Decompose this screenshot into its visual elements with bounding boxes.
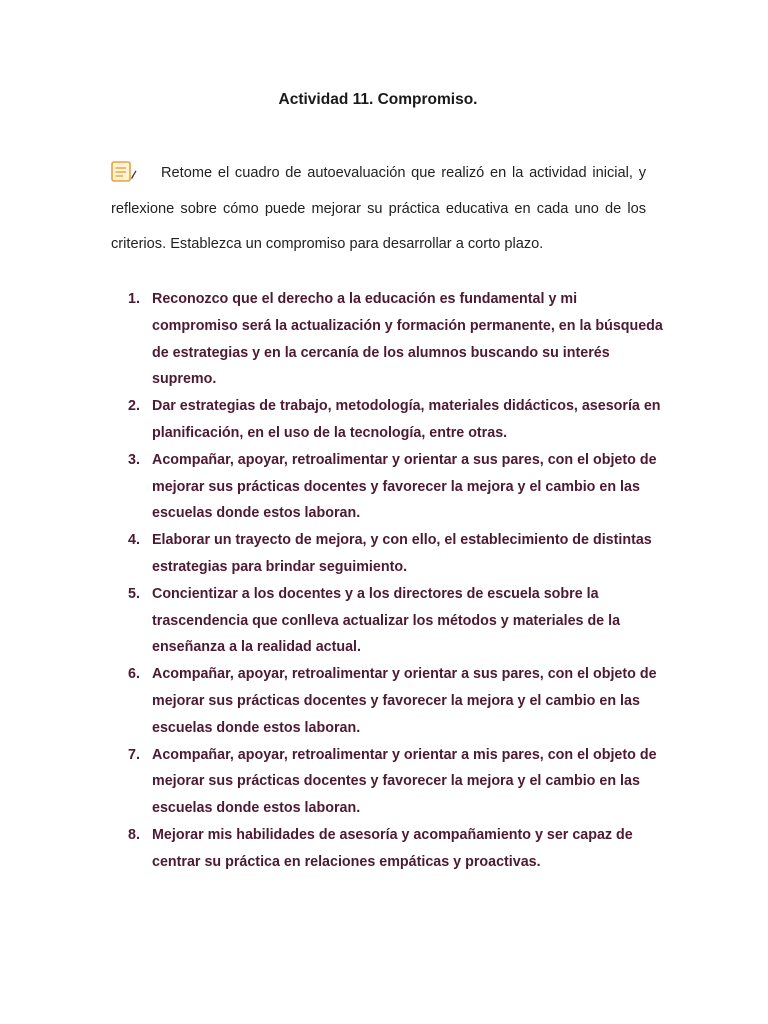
list-item-number: 6. xyxy=(128,666,140,683)
list-item-number: 7. xyxy=(128,746,140,763)
list-item-number: 5. xyxy=(128,585,140,602)
list-item-number: 2. xyxy=(128,398,140,415)
list-item-number: 8. xyxy=(128,826,140,843)
list-item xyxy=(124,527,664,581)
list-item xyxy=(124,661,664,741)
list-item xyxy=(124,447,664,527)
page-title: Actividad 11. Compromiso. xyxy=(278,91,478,108)
list-item-text: Dar estrategias de trabajo, metodología, materiales didácticos, asesoría en planificación, en el uso de la tecnología, entre otras. xyxy=(152,398,661,441)
list-item-text: Acompañar, apoyar, retroalimentar y orientar a mis pares, con el objeto de mejorar sus prácticas docentes y favorecer la mejora y el cambio en las escuelas donde estos laboran. xyxy=(152,746,657,817)
list-item-text: Reconozco que el derecho a la educación es fundamental y mi compromiso será la actualización y formación permanente, en la búsqueda de estrategias y en la cercanía de los alumnos buscando su interés supremo. xyxy=(152,291,663,388)
list-item xyxy=(124,822,664,876)
list-item-text: Mejorar mis habilidades de asesoría y acompañamiento y ser capaz de centrar su práctica en relaciones empáticas y proactivas. xyxy=(152,826,633,870)
list-item-text: Elaborar un trayecto de mejora, y con ello, el establecimiento de distintas estrategias para brindar seguimiento. xyxy=(152,532,652,575)
list-item xyxy=(124,286,664,393)
list-item-text: Acompañar, apoyar, retroalimentar y orientar a sus pares, con el objeto de mejorar sus prácticas docentes y favorecer la mejora y el cambio en las escuelas donde estos laboran. xyxy=(152,451,657,522)
instruction-text: Retome el cuadro de autoevaluación que realizó en la actividad inicial, y reflexione sobre cómo puede mejorar su práctica educativa en cada uno de los criterios. Establezca un compromiso para desarrollar a corto plazo. xyxy=(111,165,646,252)
list-item xyxy=(124,393,664,447)
list-item-number: 1. xyxy=(128,291,140,307)
list-item-text: Concientizar a los docentes y a los directores de escuela sobre la trascendencia que conlleva actualizar los métodos y materiales de la enseñanza a la realidad actual. xyxy=(152,585,621,656)
list-item-text: Acompañar, apoyar, retroalimentar y orientar a sus pares, con el objeto de mejorar sus prácticas docentes y favorecer la mejora y el cambio en las escuelas donde estos laboran. xyxy=(152,666,657,736)
list-item-number: 3. xyxy=(128,451,140,468)
list-item xyxy=(124,742,664,822)
list-item xyxy=(124,581,664,661)
commitment-list xyxy=(124,286,664,876)
list-item-number: 4. xyxy=(128,532,140,549)
